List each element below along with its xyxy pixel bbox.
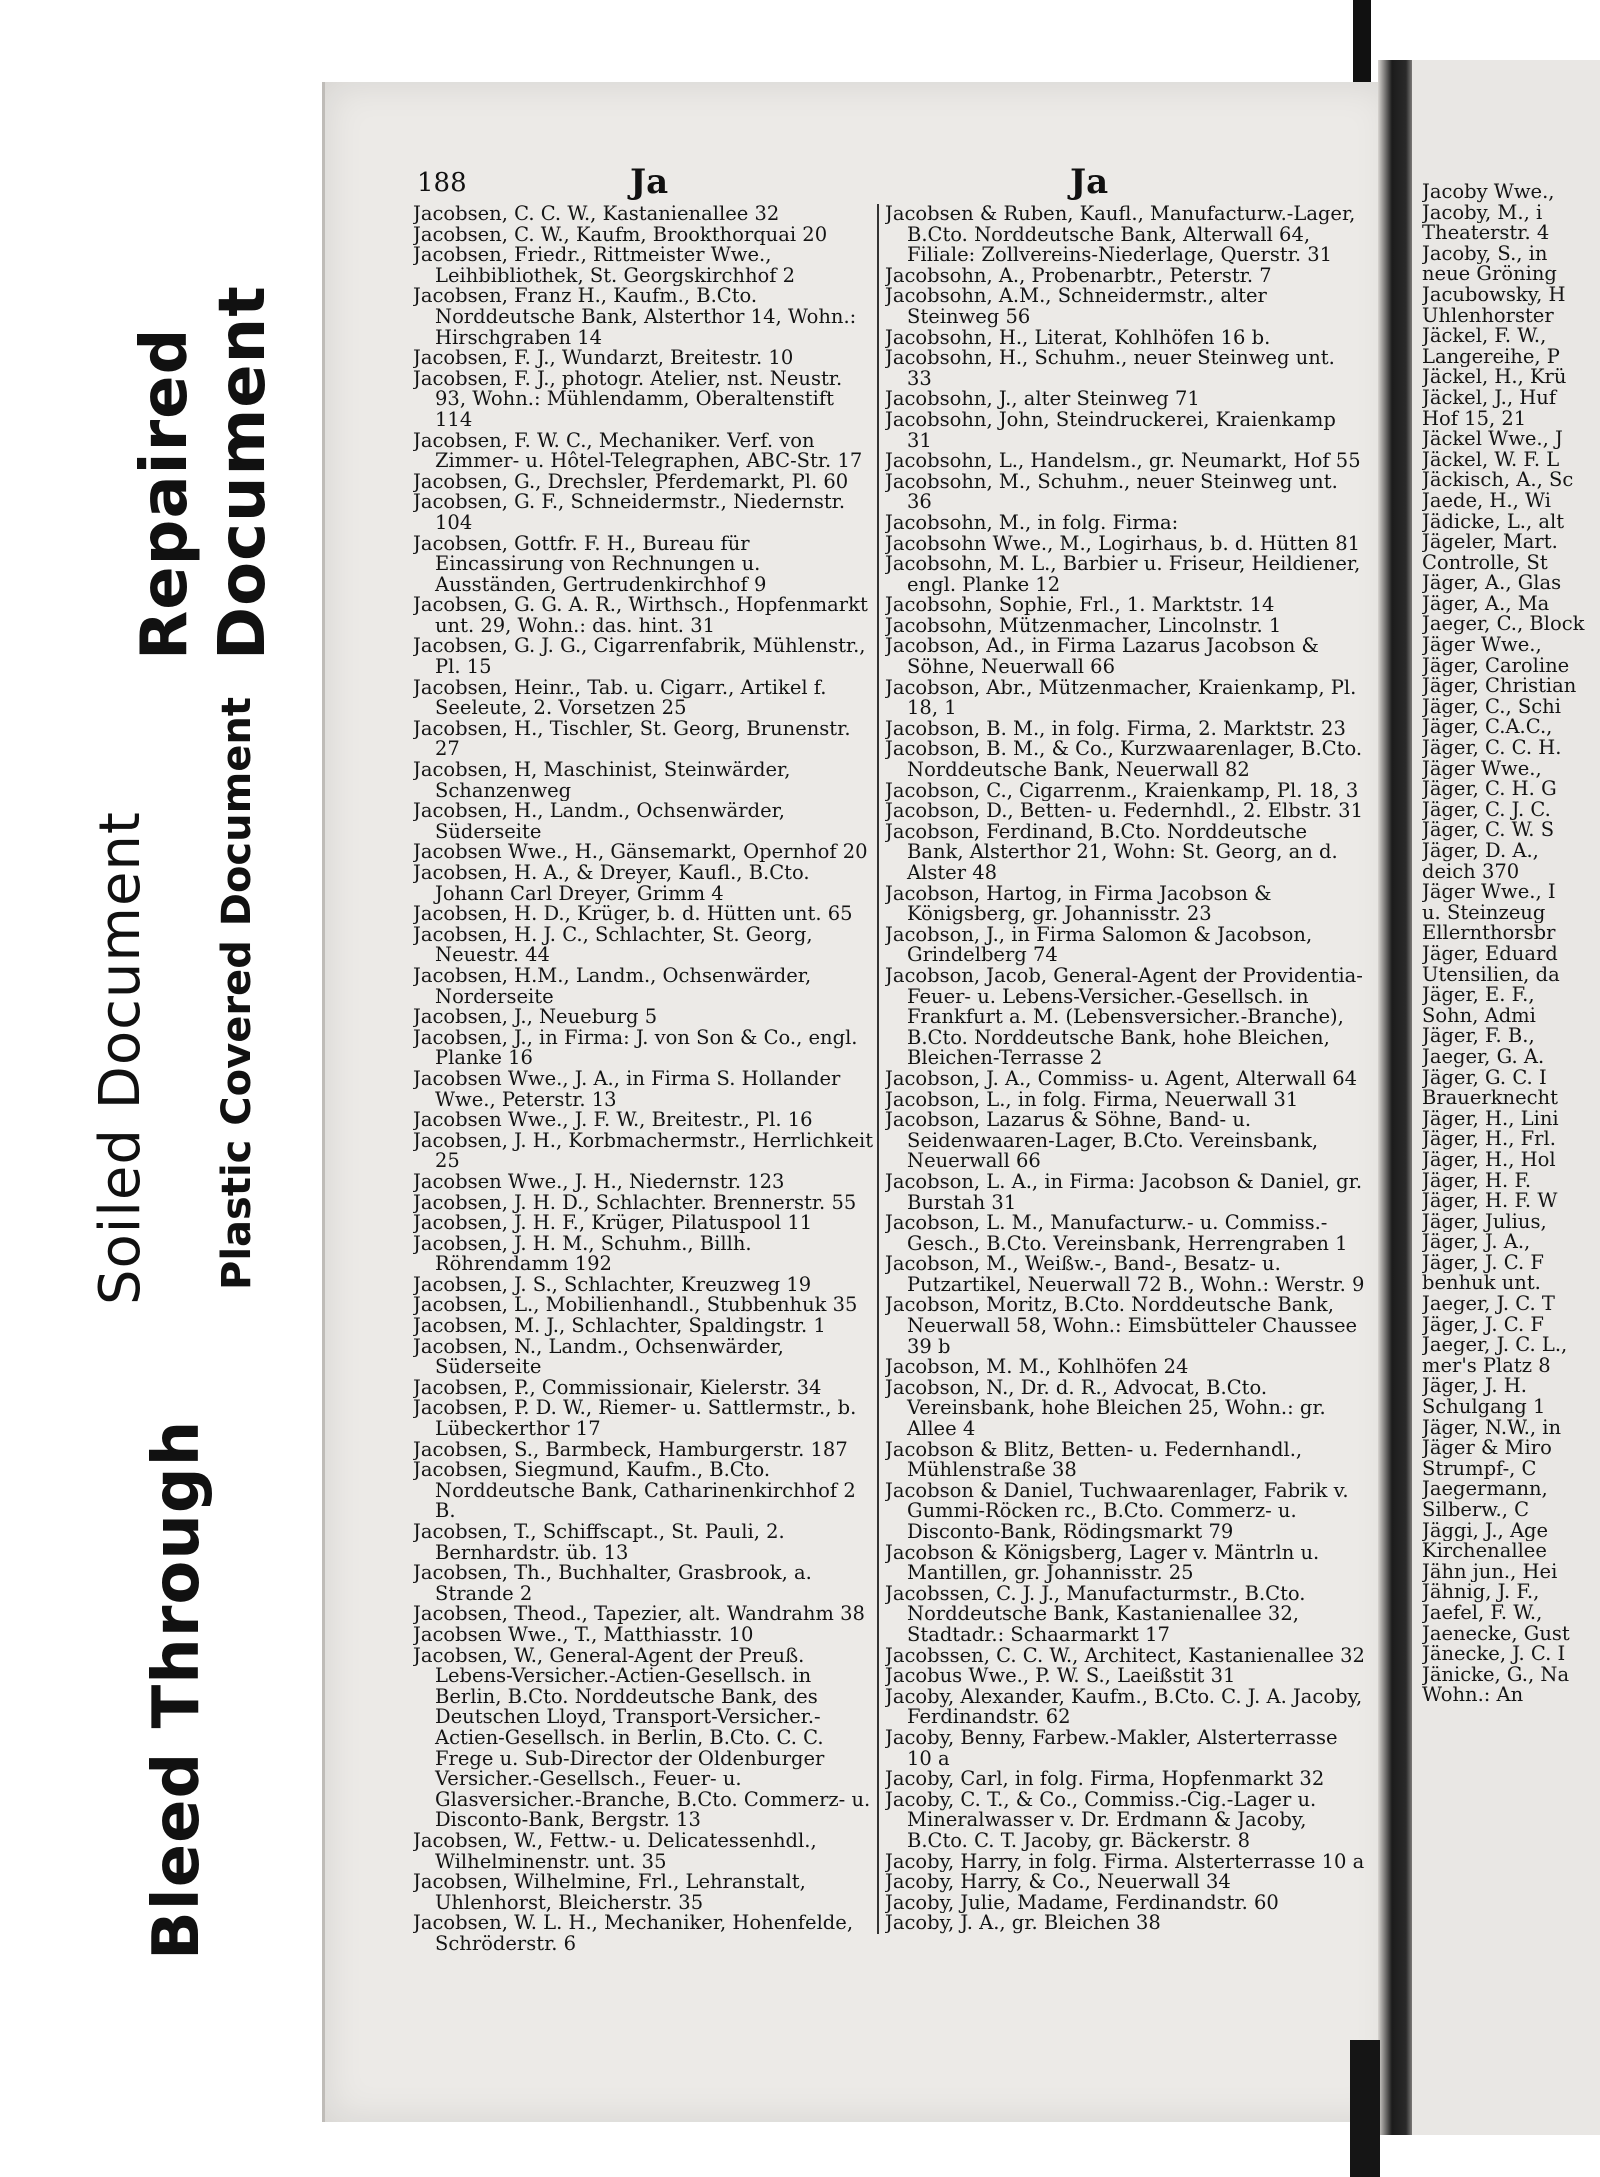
directory-entry: Jäger, F. B., bbox=[1422, 1026, 1535, 1047]
directory-entry: Kirchenallee bbox=[1422, 1541, 1547, 1562]
directory-entry: Jacoby Wwe., bbox=[1422, 182, 1555, 203]
directory-entry: Jacoby, Harry, in folg. Firma. Alsterterrasse 10 a bbox=[885, 1851, 1365, 1873]
directory-entry: Jäger, Julius, bbox=[1422, 1211, 1547, 1233]
directory-entry: Jacobsen, Franz H., Kaufm., B.Cto. Norddeutsche Bank, Alsterthor 14, Wohn.: Hirschgraben 14 bbox=[413, 286, 857, 349]
directory-entry: Jacoby, C. T., & Co., Commiss.-Cig.-Lager u. Mineralwasser v. Dr. Erdmann & Jacoby, B.Cto. C. T. Jacoby, gr. Bäckerstr. 8 bbox=[885, 1789, 1317, 1852]
directory-entry: Silberw., C bbox=[1422, 1500, 1530, 1521]
directory-entry: Jacobsen, L., Mobilienhandl., Stubbenhuk 35 bbox=[413, 1295, 858, 1317]
directory-entry: Jacobssen, C. C. W., Architect, Kastanienallee 32 bbox=[885, 1645, 1365, 1667]
directory-entry: Jacobsen, Th., Buchhalter, Grasbrook, a. Strande 2 bbox=[413, 1563, 812, 1605]
directory-entry: Jacobsohn, H., Literat, Kohlhöfen 16 b. bbox=[885, 327, 1271, 349]
directory-entry: Jäger, A., Glas bbox=[1422, 573, 1562, 594]
directory-entry: Jaeger, C., Block bbox=[1422, 614, 1585, 636]
directory-entry: Jacobsen, G., Drechsler, Pferdemarkt, Pl. 60 bbox=[413, 471, 849, 493]
directory-entry: Jacobson, L. A., in Firma: Jacobson & Daniel, gr. Burstah 31 bbox=[885, 1171, 1363, 1214]
directory-entry: Jacobsohn, M. L., Barbier u. Friseur, Heildiener, engl. Planke 12 bbox=[885, 554, 1361, 596]
directory-entry: Jäger, J. A., bbox=[1422, 1232, 1531, 1253]
directory-entry: Langereihe, P bbox=[1422, 346, 1560, 368]
directory-entry: Jacoby, Harry, & Co., Neuerwall 34 bbox=[885, 1872, 1231, 1893]
directory-entry: Jacobsen Wwe., H., Gänsemarkt, Opernhof 20 bbox=[413, 842, 868, 863]
repaired-document-label-2: Document bbox=[206, 285, 280, 660]
directory-entry: Jacobson, M., Weißw.-, Band-, Besatz- u. Putzartikel, Neuerwall 72 B., Wohn.: Werstr. 9 bbox=[885, 1254, 1365, 1296]
directory-entry: Jäger Wwe., bbox=[1422, 635, 1542, 656]
directory-entry: Jacobsen, H., Tischler, St. Georg, Brunenstr. 27 bbox=[413, 718, 851, 761]
directory-entry: Jacobson, C., Cigarrenm., Kraienkamp, Pl. 18, 3 bbox=[885, 780, 1359, 802]
directory-entry: Jacobsen, Siegmund, Kaufm., B.Cto. Norddeutsche Bank, Catharinenkirchhof 2 B. bbox=[413, 1460, 856, 1522]
directory-entry: Jacobsen, Gottfr. F. H., Bureau für Eincassirung von Rechnungen u. Ausständen, Gertrudenkirchhof 9 bbox=[413, 533, 767, 596]
directory-entry: Jäggi, J., Age bbox=[1422, 1520, 1549, 1542]
directory-entry: Jacoby, Julie, Madame, Ferdinandstr. 60 bbox=[885, 1892, 1279, 1914]
directory-entry: Jähn jun., Hei bbox=[1422, 1561, 1558, 1583]
directory-entry: Strumpf-, C bbox=[1422, 1458, 1537, 1480]
right-column bbox=[1422, 182, 1592, 1706]
directory-entry: Jäger, E. F., bbox=[1422, 985, 1535, 1006]
directory-entry: Jacobson, Ad., in Firma Lazarus Jacobson & Söhne, Neuerwall 66 bbox=[885, 636, 1319, 678]
directory-entry: Jacoby, J. A., gr. Bleichen 38 bbox=[885, 1913, 1161, 1934]
directory-entry: Hof 15, 21 bbox=[1422, 408, 1527, 430]
directory-entry: Jacobson & Königsberg, Lager v. Mäntrln u. Mantillen, gr. Johannisstr. 25 bbox=[885, 1542, 1320, 1584]
directory-entry: Sohn, Admi bbox=[1422, 1005, 1536, 1027]
directory-entry: Jäger, Christian bbox=[1422, 676, 1577, 697]
directory-entry: Jädicke, L., alt bbox=[1422, 511, 1565, 533]
directory-entry: Jacobsen, J. H. D., Schlachter. Brennerstr. 55 bbox=[413, 1192, 857, 1214]
facing-page bbox=[1412, 60, 1600, 2135]
directory-entry: Jäger & Miro bbox=[1422, 1438, 1552, 1459]
directory-entry: Jacoby, Benny, Farbew.-Makler, Alsterterrasse 10 a bbox=[885, 1727, 1338, 1770]
directory-entry: Jacobsohn, M., Schuhm., neuer Steinweg unt. 36 bbox=[885, 471, 1338, 513]
directory-entry: Jäger, A., Ma bbox=[1422, 593, 1550, 615]
directory-entry: Jacoby, Alexander, Kaufm., B.Cto. C. J. A. Jacoby, Ferdinandstr. 62 bbox=[885, 1686, 1363, 1728]
directory-entry: Jäger, G. C. I bbox=[1422, 1067, 1547, 1089]
directory-entry: Jäckel, J., Huf bbox=[1422, 387, 1557, 409]
headword-left: Ja bbox=[630, 162, 669, 202]
directory-entry: Jacobsohn, John, Steindruckerei, Kraienkamp 31 bbox=[885, 409, 1336, 452]
directory-entry: Jacobsen, G. F., Schneidermstr., Niedernstr. 104 bbox=[413, 492, 846, 534]
directory-entry: Jacobsohn, A.M., Schneidermstr., alter Steinweg 56 bbox=[885, 286, 1267, 328]
directory-entry: Jacobus Wwe., P. W. S., Laeißstit 31 bbox=[885, 1666, 1236, 1687]
directory-entry: Jacobsen, J. H., Korbmachermstr., Herrlichkeit 25 bbox=[413, 1130, 874, 1172]
directory-entry: Jacobson, N., Dr. d. R., Advocat, B.Cto. Vereinsbank, hohe Bleichen 25, Wohn.: gr. Allee 4 bbox=[885, 1377, 1326, 1440]
directory-entry: Jacobson, L. M., Manufacturw.- u. Commiss.-Gesch., B.Cto. Vereinsbank, Herrengraben 1 bbox=[885, 1213, 1348, 1255]
book-page bbox=[322, 82, 1393, 2122]
directory-entry: Jacobsen, Heinr., Tab. u. Cigarr., Artikel f. Seeleute, 2. Vorsetzen 25 bbox=[413, 677, 827, 719]
directory-entry: Jacobsen, H. D., Krüger, b. d. Hütten unt. 65 bbox=[413, 904, 853, 925]
directory-entry: Jaeger, J. C. L., bbox=[1422, 1335, 1568, 1356]
directory-entry: Jäger, C. C. H. bbox=[1422, 738, 1562, 759]
directory-entry: deich 370 bbox=[1422, 861, 1520, 883]
directory-entry: Jacobsohn, A., Probenarbtr., Peterstr. 7 bbox=[885, 265, 1272, 287]
directory-entry: Jacobson, Lazarus & Söhne, Band- u. Seidenwaaren-Lager, B.Cto. Vereinsbank, Neuerwall 66 bbox=[885, 1110, 1319, 1172]
directory-entry: Jaenecke, Gust bbox=[1422, 1623, 1570, 1645]
directory-entry: Jacobson & Daniel, Tuchwaarenlager, Fabrik v. Gummi-Röcken rc., B.Cto. Commerz- u. Disconto-Bank, Rödingsmarkt 79 bbox=[885, 1480, 1349, 1543]
directory-entry: Jaeger, G. A. bbox=[1422, 1046, 1545, 1068]
directory-entry: Jäger, H., Frl. bbox=[1422, 1129, 1556, 1150]
directory-entry: Jacobsen, T., Schiffscapt., St. Pauli, 2. Bernhardstr. üb. 13 bbox=[413, 1522, 785, 1564]
directory-entry: u. Steinzeug bbox=[1422, 902, 1546, 924]
directory-entry: Jacobsen, F. J., Wundarzt, Breitestr. 10 bbox=[413, 348, 794, 369]
directory-entry: Jacobson, M. M., Kohlhöfen 24 bbox=[885, 1357, 1189, 1378]
directory-entry: mer's Platz 8 bbox=[1422, 1355, 1551, 1377]
directory-entry: Jäger, H. F. W bbox=[1422, 1191, 1558, 1212]
directory-entry: Jäger, N.W., in bbox=[1422, 1417, 1562, 1439]
directory-entry: Jacobsen, Friedr., Rittmeister Wwe., Leihbibliothek, St. Georgskirchhof 2 bbox=[413, 245, 796, 287]
directory-entry: Jäger Wwe., I bbox=[1422, 882, 1556, 903]
directory-entry: Jacobsohn, Mützenmacher, Lincolnstr. 1 bbox=[885, 615, 1282, 637]
directory-entry: Jacobsen, H.M., Landm., Ochsenwärder, Norderseite bbox=[413, 965, 812, 1008]
directory-entry: Jacobsen, G. J. G., Cigarrenfabrik, Mühlenstr., Pl. 15 bbox=[413, 636, 866, 678]
directory-entry: Jacobsen, W. L. H., Mechaniker, Hohenfelde, Schröderstr. 6 bbox=[413, 1913, 854, 1955]
directory-entry: Jacobsen, G. G. A. R., Wirthsch., Hopfenmarkt unt. 29, Wohn.: das. hint. 31 bbox=[413, 595, 868, 637]
directory-entry: Jacobson, B. M., & Co., Kurzwaarenlager, B.Cto. Norddeutsche Bank, Neuerwall 82 bbox=[885, 739, 1363, 781]
directory-entry: Jacobsohn, J., alter Steinweg 71 bbox=[885, 389, 1200, 410]
directory-entry: Ellernthorsbr bbox=[1422, 923, 1556, 944]
directory-entry: Jacobsen Wwe., T., Matthiasstr. 10 bbox=[413, 1624, 754, 1646]
directory-entry: Jacobsen, Wilhelmine, Frl., Lehranstalt, Uhlenhorst, Bleicherstr. 35 bbox=[413, 1872, 806, 1914]
directory-entry: Jäger, Eduard bbox=[1422, 943, 1558, 965]
soiled-document-label: Soiled Document bbox=[88, 811, 153, 1305]
directory-entry: Jacoby, Carl, in folg. Firma, Hopfenmarkt 32 bbox=[885, 1769, 1325, 1790]
directory-entry: neue Gröning bbox=[1422, 264, 1557, 285]
directory-entry: Jacobsen Wwe., J. A., in Firma S. Hollander Wwe., Peterstr. 13 bbox=[413, 1068, 841, 1111]
directory-entry: Jacobsen, W., General-Agent der Preuß. Lebens-Versicher.-Actien-Gesellsch. in Berlin, B.Cto. Norddeutsche Bank, des Deutschen Lloyd, Transport-Versicher.-Actien-Gesellsch. in Berlin, B.Cto. C. C. Frege u. Sub-Director der Oldenburger Versicher.-Gesellsch., Feuer- u. Glasversicher.-Branche, B.Cto. Commerz- u. Disconto-Bank, Bergstr. 13 bbox=[413, 1645, 871, 1831]
directory-entry: Jacobsen, W., Fettw.- u. Delicatessenhdl., Wilhelminenstr. unt. 35 bbox=[413, 1830, 817, 1873]
directory-entry: Jäger, J. C. F bbox=[1422, 1252, 1544, 1274]
directory-entry: Jäger, Caroline bbox=[1422, 655, 1570, 677]
directory-entry: Utensilien, da bbox=[1422, 964, 1560, 986]
directory-entry: Uhlenhorster bbox=[1422, 305, 1554, 327]
directory-entry: Jacobsen Wwe., J. H., Niedernstr. 123 bbox=[413, 1171, 785, 1193]
directory-entry: Jacobsen, M. J., Schlachter, Spaldingstr. 1 bbox=[413, 1316, 826, 1337]
directory-entry: Jacobsen, F. J., photogr. Atelier, nst. Neustr. 93, Wohn.: Mühlendamm, Oberaltenstift 114 bbox=[413, 368, 843, 431]
binding-edge-top bbox=[1353, 0, 1371, 82]
headword-right: Ja bbox=[1070, 162, 1109, 202]
directory-entry: Jacobsohn, H., Schuhm., neuer Steinweg unt. 33 bbox=[885, 348, 1335, 390]
directory-entry: Brauerknecht bbox=[1422, 1088, 1558, 1109]
directory-entry: Jäger Wwe., bbox=[1422, 758, 1542, 780]
directory-entry: Jäckel, H., Krü bbox=[1422, 367, 1567, 388]
bleed-through-label: Bleed Through bbox=[140, 1419, 214, 1960]
directory-entry: Jacobsen, P. D. W., Riemer- u. Sattlermstr., b. Lübeckerthor 17 bbox=[413, 1398, 857, 1440]
directory-entry: Jäger, D. A., bbox=[1422, 841, 1539, 862]
directory-entry: Jacobsen, F. W. C., Mechaniker. Verf. von Zimmer- u. Hôtel-Telegraphen, ABC-Str. 17 bbox=[413, 430, 863, 472]
repaired-document-label-1: Repaired bbox=[128, 327, 202, 660]
page-number: 188 bbox=[417, 168, 467, 198]
directory-entry: Jacobsohn, M., in folg. Firma: bbox=[885, 512, 1179, 534]
directory-entry: Jäger, J. H. bbox=[1422, 1376, 1527, 1398]
directory-entry: Jacobsen, C. C. W., Kastanienallee 32 bbox=[413, 204, 780, 225]
directory-entry: Jäger, H., Lini bbox=[1422, 1108, 1559, 1130]
directory-entry: Jacobson, Ferdinand, B.Cto. Norddeutsche Bank, Alsterthor 21, Wohn: St. Georg, an d. Alster 48 bbox=[885, 821, 1338, 884]
directory-entry: Jäckel, W. F. L bbox=[1422, 449, 1560, 471]
directory-entry: Jacobsohn, L., Handelsm., gr. Neumarkt, Hof 55 bbox=[885, 451, 1361, 472]
directory-entry: Jäger, J. C. F bbox=[1422, 1314, 1544, 1336]
directory-entry: Jäger, C.A.C., bbox=[1422, 717, 1553, 739]
directory-entry: Jäger, H., Hol bbox=[1422, 1149, 1556, 1171]
directory-entry: Jähnig, J. F., bbox=[1422, 1582, 1540, 1603]
directory-entry: Jacobsen, N., Landm., Ochsenwärder, Süderseite bbox=[413, 1336, 784, 1378]
directory-entry: Jacobsen, P., Commissionair, Kielerstr. 34 bbox=[413, 1377, 822, 1399]
directory-entry: Jaede, H., Wi bbox=[1422, 490, 1551, 512]
directory-entry: Jäckel, F. W., bbox=[1422, 326, 1547, 347]
directory-entry: Jacobsen, H, Maschinist, Steinwärder, Schanzenweg bbox=[413, 760, 791, 802]
directory-entry: Jacoby, S., in bbox=[1422, 243, 1548, 265]
directory-entry: Jacobsen, J. S., Schlachter, Kreuzweg 19 bbox=[413, 1274, 812, 1296]
directory-entry: Wohn.: An bbox=[1422, 1685, 1524, 1706]
directory-entry: Jäger, C. H. G bbox=[1422, 779, 1557, 800]
directory-entry: Jacobson, B. M., in folg. Firma, 2. Marktstr. 23 bbox=[885, 718, 1346, 740]
directory-entry: Theaterstr. 4 bbox=[1422, 223, 1550, 244]
directory-entry: Jacobsen Wwe., J. F. W., Breitestr., Pl. 16 bbox=[413, 1110, 813, 1131]
directory-entry: Jacobsen, J. H. F., Krüger, Pilatuspool 11 bbox=[413, 1213, 813, 1234]
directory-entry: Jacobsen, C. W., Kaufm, Brookthorquai 20 bbox=[413, 224, 828, 246]
directory-entry: Jägeler, Mart. bbox=[1422, 532, 1558, 553]
plastic-covered-label: Plastic Covered Document bbox=[214, 696, 260, 1290]
directory-entry: Jacobson, Hartog, in Firma Jacobson & Königsberg, gr. Johannisstr. 23 bbox=[885, 883, 1272, 925]
directory-entry: Schulgang 1 bbox=[1422, 1397, 1546, 1418]
directory-entry: Jäger, C. W. S bbox=[1422, 820, 1555, 841]
directory-entry: Jacobsen, H. J. C., Schlachter, St. Georg, Neuestr. 44 bbox=[413, 924, 813, 966]
directory-entry: Jäger, C., Schi bbox=[1422, 696, 1561, 718]
directory-entry: Jaegermann, bbox=[1422, 1479, 1548, 1500]
directory-entry: Controlle, St bbox=[1422, 552, 1548, 574]
directory-entry: Jacobsen & Ruben, Kaufl., Manufacturw.-Lager, B.Cto. Norddeutsche Bank, Alterwall 64, Filiale: Zollvereins-Niederlage, Querstr. 31 bbox=[885, 204, 1356, 266]
directory-entry: Jacobssen, C. J. J., Manufacturmstr., B.Cto. Norddeutsche Bank, Kastanienallee 32, Stadtadr.: Schaarmarkt 17 bbox=[885, 1583, 1306, 1646]
directory-entry: Jacobson, L., in folg. Firma, Neuerwall 31 bbox=[885, 1089, 1299, 1111]
binding-edge-bottom bbox=[1350, 2040, 1380, 2177]
directory-entry: Jäger, C. J. C. bbox=[1422, 799, 1551, 821]
directory-entry: Jacobsen, J. H. M., Schuhm., Billh. Röhrendamm 192 bbox=[413, 1233, 752, 1275]
directory-entry: Jacobsen, J., in Firma: J. von Son & Co., engl. Planke 16 bbox=[413, 1027, 858, 1069]
left-column bbox=[413, 204, 875, 1954]
directory-entry: Jacobsen, J., Neueburg 5 bbox=[413, 1007, 658, 1028]
middle-column bbox=[877, 204, 1365, 1934]
directory-entry: Jacobsen, S., Barmbeck, Hamburgerstr. 187 bbox=[413, 1439, 848, 1461]
directory-entry: Jacobson & Blitz, Betten- u. Federnhandl., Mühlenstraße 38 bbox=[885, 1439, 1303, 1481]
directory-entry: Jaeger, J. C. T bbox=[1422, 1294, 1555, 1315]
directory-entry: Jacobson, Jacob, General-Agent der Providentia-Feuer- u. Lebens-Versicher.-Gesellsch. in Frankfurt a. M. (Lebensversicher.-Branche), B.Cto. Norddeutsche Bank, hohe Bleichen, Bleichen-Terrasse 2 bbox=[885, 965, 1363, 1069]
directory-entry: Jacobson, J. A., Commiss- u. Agent, Alterwall 64 bbox=[885, 1068, 1358, 1090]
directory-entry: benhuk unt. bbox=[1422, 1273, 1541, 1295]
directory-entry: Jacobson, Moritz, B.Cto. Norddeutsche Bank, Neuerwall 58, Wohn.: Eimsbütteler Chaussee 39 b bbox=[885, 1295, 1358, 1358]
directory-entry: Jänicke, G., Na bbox=[1422, 1664, 1570, 1686]
directory-entry: Jäckel Wwe., J bbox=[1422, 429, 1563, 450]
directory-entry: Jacobsohn Wwe., M., Logirhaus, b. d. Hütten 81 bbox=[885, 533, 1361, 555]
directory-entry: Jänecke, J. C. I bbox=[1422, 1644, 1566, 1665]
directory-entry: Jacobsohn, Sophie, Frl., 1. Marktstr. 14 bbox=[885, 595, 1275, 616]
label-strip bbox=[0, 0, 300, 2177]
directory-entry: Jacobson, Abr., Mützenmacher, Kraienkamp, Pl. 18, 1 bbox=[885, 677, 1357, 719]
directory-entry: Jacobsen, Theod., Tapezier, alt. Wandrahm 38 bbox=[413, 1604, 865, 1625]
directory-entry: Jacubowsky, H bbox=[1422, 284, 1566, 306]
directory-entry: Jacobsen, H., Landm., Ochsenwärder, Süderseite bbox=[413, 801, 786, 843]
directory-entry: Jäckisch, A., Sc bbox=[1422, 470, 1574, 491]
directory-entry: Jäger, H. F. bbox=[1422, 1170, 1532, 1192]
directory-entry: Jacobson, J., in Firma Salomon & Jacobson, Grindelberg 74 bbox=[885, 924, 1313, 966]
directory-entry: Jacobson, D., Betten- u. Federnhdl., 2. Elbstr. 31 bbox=[885, 801, 1363, 822]
directory-entry: Jacoby, M., i bbox=[1422, 202, 1543, 224]
directory-entry: Jaefel, F. W., bbox=[1422, 1602, 1543, 1624]
directory-entry: Jacobsen, H. A., & Dreyer, Kaufl., B.Cto. Johann Carl Dreyer, Grimm 4 bbox=[413, 863, 810, 905]
